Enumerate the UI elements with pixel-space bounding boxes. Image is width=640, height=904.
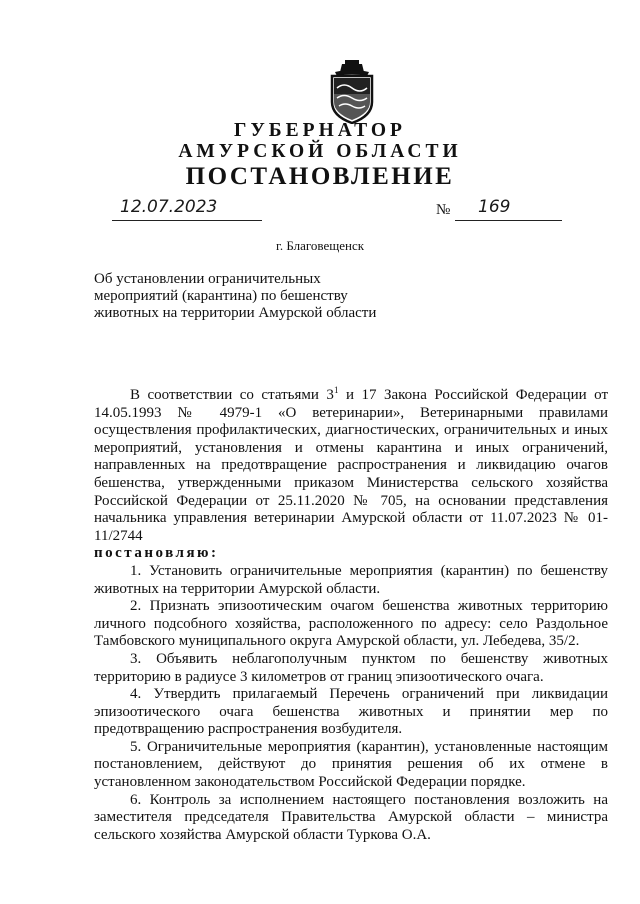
document-type-title: ПОСТАНОВЛЕНИЕ (185, 163, 455, 190)
decree-item-2: 2. Признать эпизоотическим очагом бешенства животных территорию личного подсобного хозяйства, расположенного по адресу: село Раздольное Тамбовского муниципального округа Амурской области, ул. Лебедева, 35/2. (94, 598, 608, 650)
preamble-paragraph (94, 387, 608, 545)
authority-title: ГУБЕРНАТОР (234, 120, 406, 141)
preamble-text-2: и 17 Закона Российской Федерации от 14.05.1993 № 4979-1 «О ветеринарии», Ветеринарными правилами осуществления профилактических, диагностических, ограничительных и иных мероприятий, установления и отмены карантина и иных ограничений, направленных на предотвращение распространения и ликвидацию очагов бешенства, утвержденными приказом Министерства сельского хозяйства Российской Федерации от 25.11.2020 № 705, на основании представления начальника управления ветеринарии Амурской области от 11.07.2023 № 01-11/2744 (94, 387, 609, 544)
preamble-text-1: В соответствии со статьями 3 (130, 387, 334, 403)
document-date: 12.07.2023 (120, 197, 218, 217)
number-underline (455, 220, 562, 221)
article-superscript: 1 (333, 385, 339, 395)
decree-item-4: 4. Утвердить прилагаемый Перечень ограничений при ликвидации эпизоотического очага бешенства животных и принятии мер по предотвращению распространения возбудителя. (94, 686, 608, 738)
city-line: г. Благовещенск (275, 238, 365, 253)
region-title: АМУРСКОЙ ОБЛАСТИ (178, 141, 462, 162)
decree-item-1: 1. Установить ограничительные мероприятия (карантин) по бешенству животных на территории Амурской области. (94, 562, 608, 597)
document-subject: Об установлении ограничительных мероприятий (карантина) по бешенству животных на территории Амурской области (94, 271, 377, 322)
document-body (94, 387, 608, 844)
decree-word: постановляю: (94, 545, 219, 562)
date-underline (112, 220, 262, 221)
decree-item-3: 3. Объявить неблагополучным пунктом по бешенству животных территорию в радиусе 3 километров от границ эпизоотического очага. (94, 650, 608, 685)
number-label: № (436, 202, 451, 218)
decree-item-6: 6. Контроль за исполнением настоящего постановления возложить на заместителя председателя Правительства Амурской области – министра сельского хозяйства Амурской области Туркова О.А. (94, 791, 608, 843)
decree-item-5: 5. Ограничительные мероприятия (карантин), установленные настоящим постановлением, действуют до принятия решения об их отмене в установленном законодательством Российской Федерации порядке. (94, 738, 608, 791)
regional-emblem-icon (327, 60, 377, 124)
document-number: 169 (478, 197, 511, 217)
